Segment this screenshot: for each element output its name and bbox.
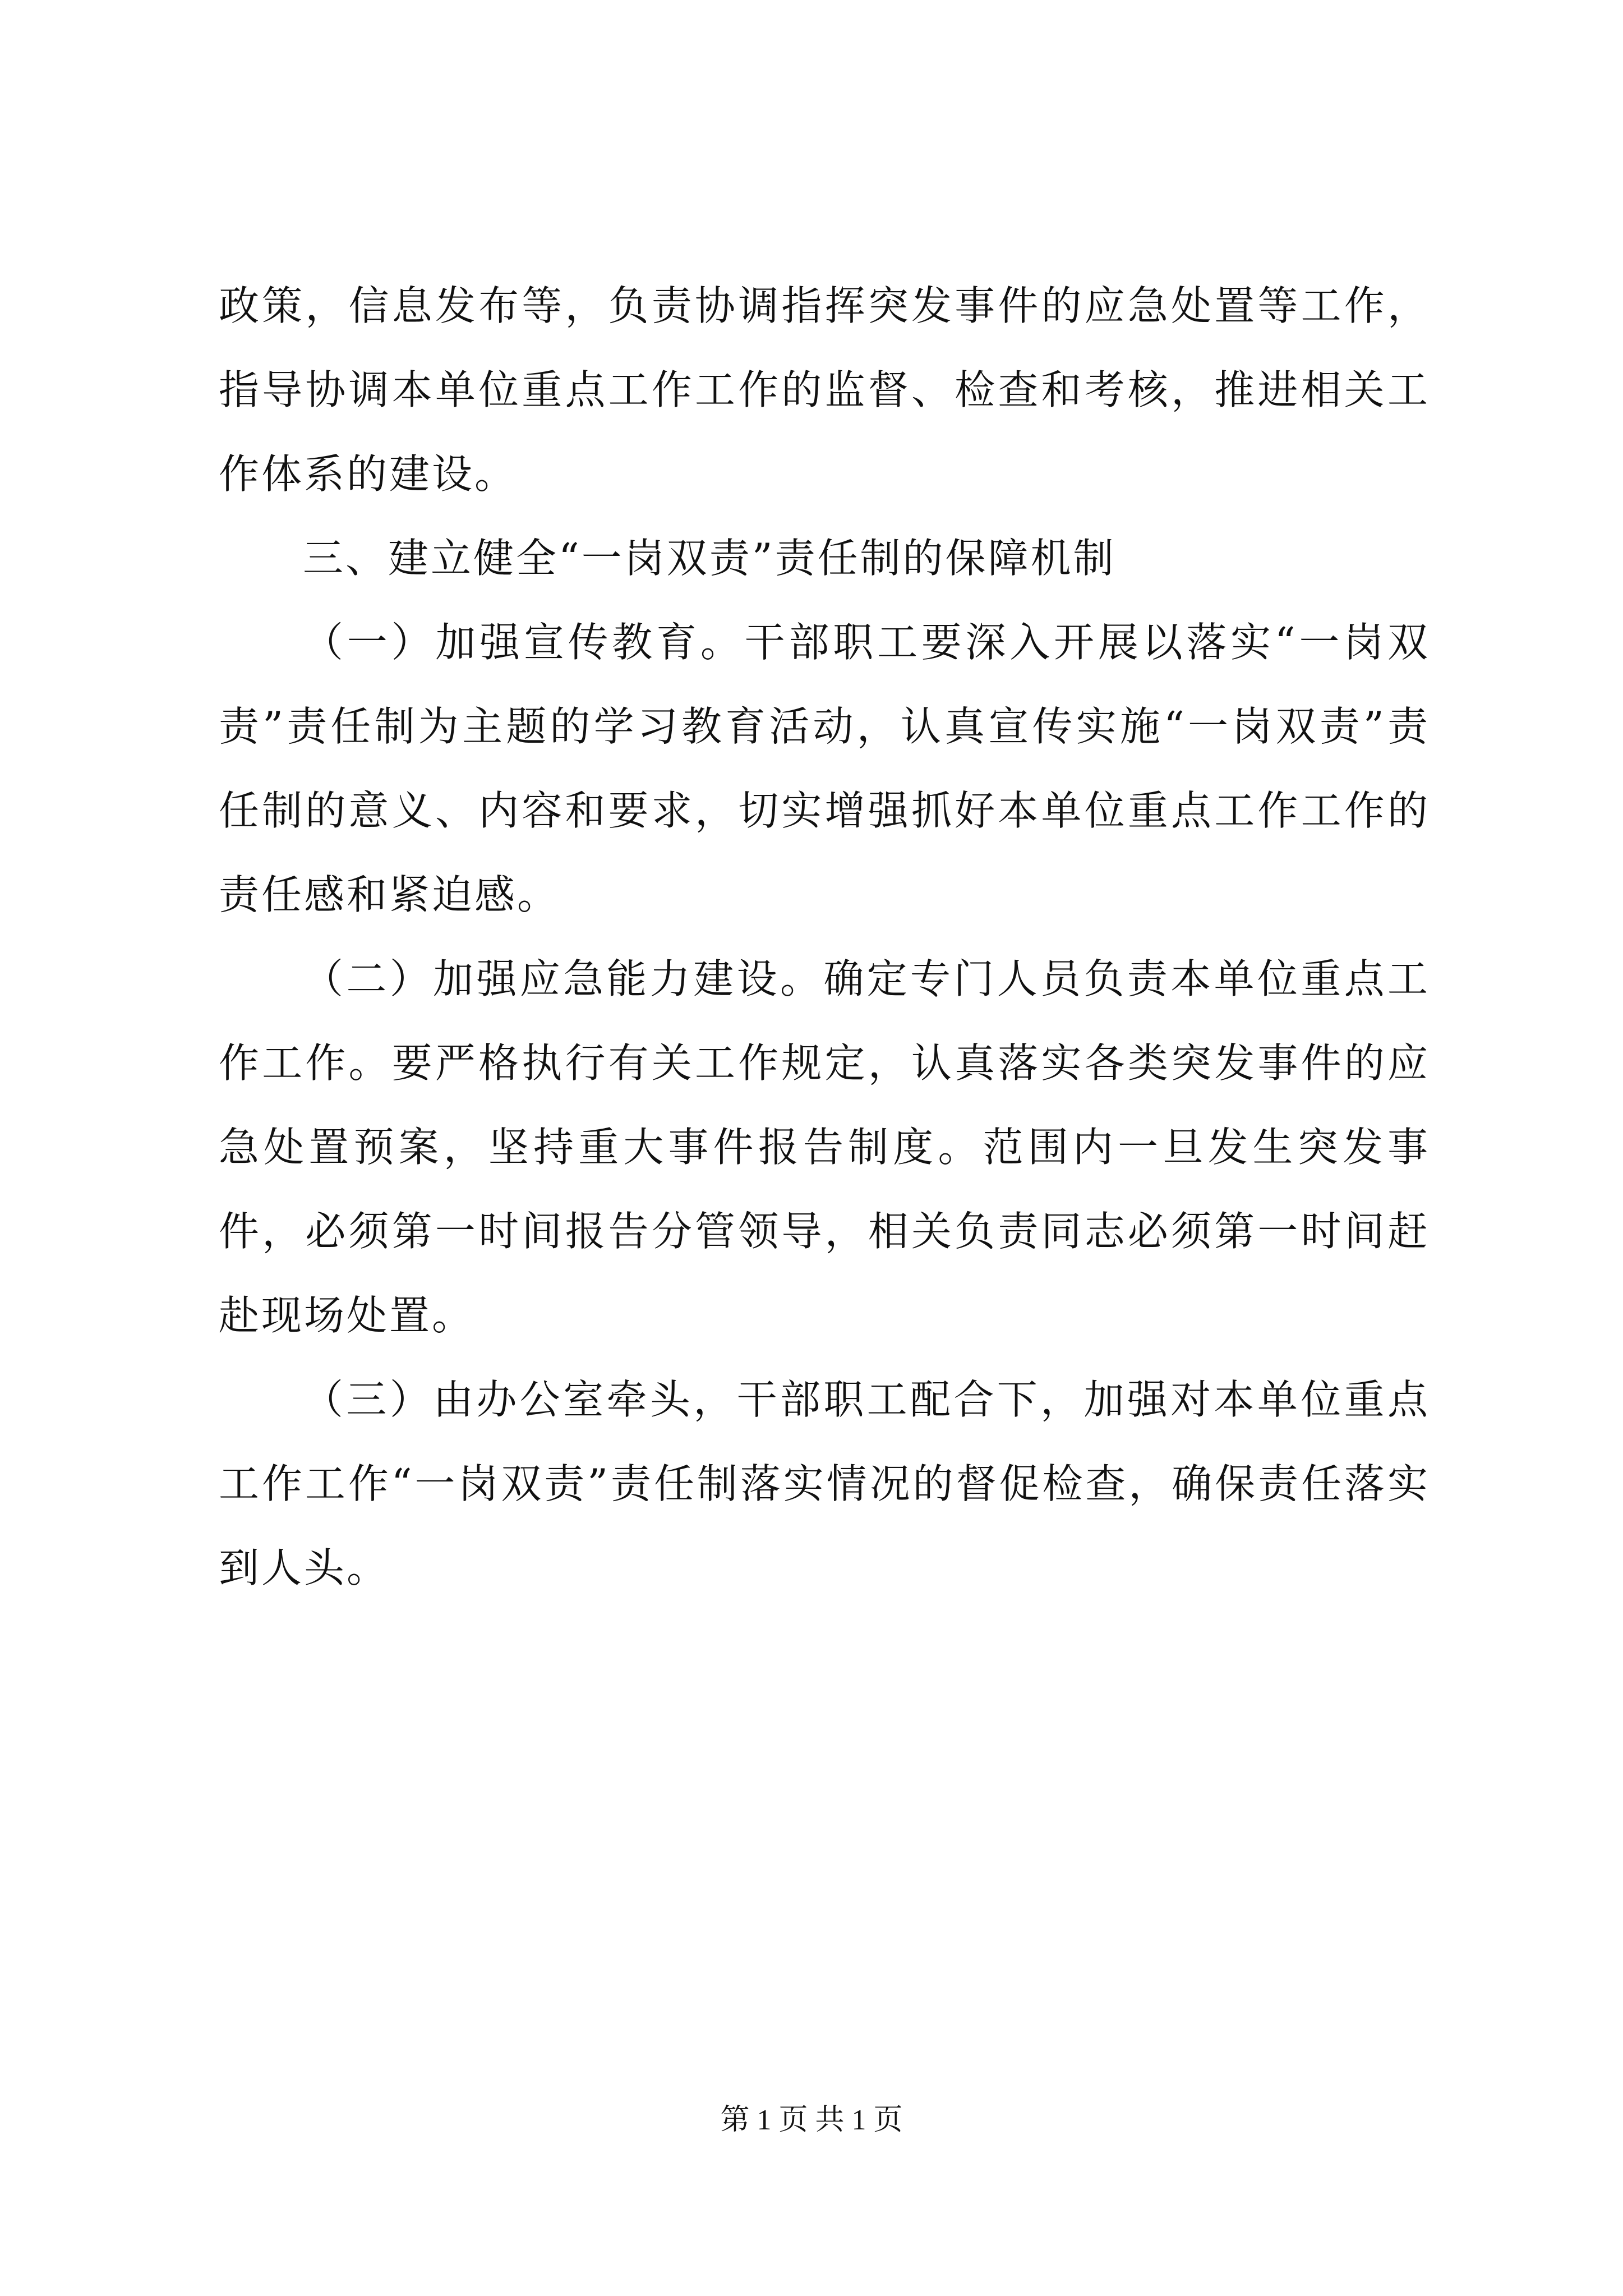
page-footer: 第 1 页 共 1 页 bbox=[720, 2104, 903, 2136]
section-heading-3: 三、建立健全“一岗双责”责任制的保障机制 bbox=[303, 535, 1116, 582]
document-body bbox=[219, 264, 1430, 1610]
paragraph-item-1: （一）加强宣传教育。干部职工要深入开展以落实“一岗双责”责任制为主题的学习教育活动，认真宣传实施“一岗双责”责任制的意义、内容和要求，切实增强抓好本单位重点工作工作的责任感和紧迫感。 bbox=[219, 619, 1430, 918]
paragraph-item-2: （二）加强应急能力建设。确定专门人员负责本单位重点工作工作。要严格执行有关工作规定，认真落实各类突发事件的应急处置预案，坚持重大事件报告制度。范围内一旦发生突发事件，必须第一时间报告分管领导，相关负责同志必须第一时间赶赴现场处置。 bbox=[219, 955, 1430, 1339]
paragraph-continuation: 政策，信息发布等，负责协调指挥突发事件的应急处置等工作，指导协调本单位重点工作工作的监督、检查和考核，推进相关工作体系的建设。 bbox=[219, 282, 1430, 498]
paragraph-item-3: （三）由办公室牵头，干部职工配合下，加强对本单位重点工作工作“一岗双责”责任制落实情况的督促检查，确保责任落实到人头。 bbox=[219, 1376, 1430, 1591]
